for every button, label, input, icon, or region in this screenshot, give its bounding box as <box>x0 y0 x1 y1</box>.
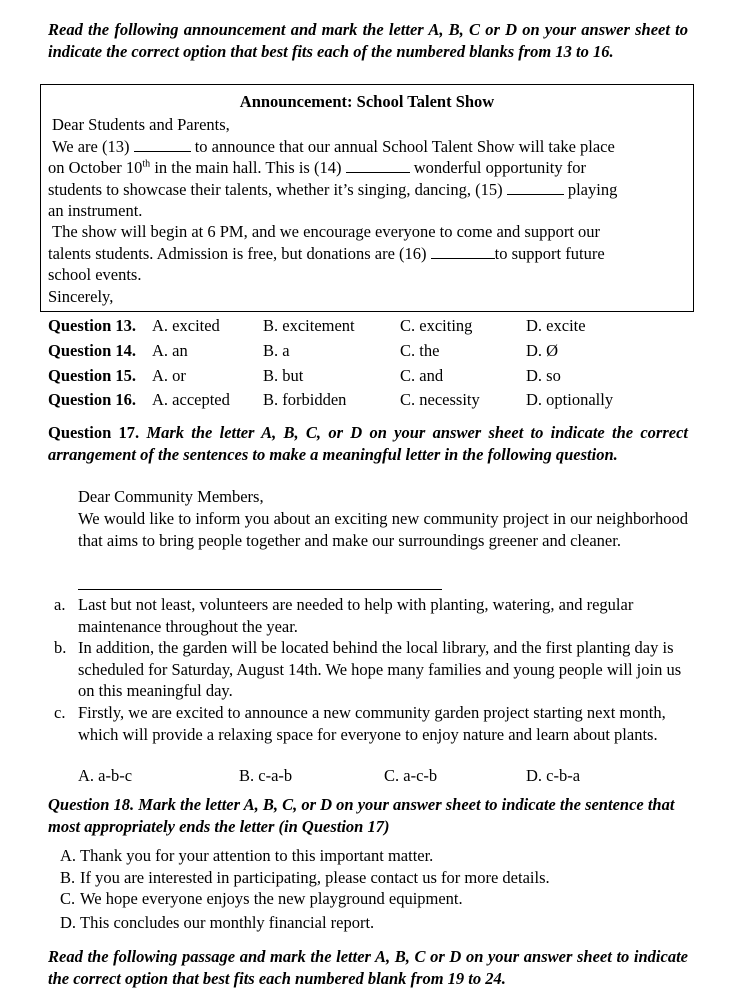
option-d: D. optionally <box>526 390 614 409</box>
question-14 <box>48 340 728 362</box>
blank-16 <box>431 244 495 259</box>
option-a: A. a-b-c <box>78 766 133 785</box>
letter-intro: We would like to inform you about an exciting new community project in our neighborhood that aims to bring people together and make our surroundings greener and cleaner. <box>78 509 688 550</box>
announcement-line-1: We are (13) to announce that our annual School Talent Show will take place <box>52 137 615 156</box>
announcement-closing: Sincerely, <box>48 287 114 306</box>
question-18-option-c: C. We hope everyone enjoys the new playground equipment. <box>60 889 463 908</box>
option-c: C. necessity <box>400 390 480 409</box>
question-17-instruction: Question 17. Mark the letter A, B, C, or D on your answer sheet to indicate the correct arrangement of the sentences to make a meaningful letter in the following question. <box>48 423 689 464</box>
question-label: Question 16. <box>48 390 137 409</box>
announcement-box <box>40 84 694 312</box>
question-label: Question 15. <box>48 366 137 385</box>
question-17-options <box>48 765 728 787</box>
option-a: A. accepted <box>152 390 230 409</box>
announcement-greeting: Dear Students and Parents, <box>52 115 230 134</box>
option-c: C. a-c-b <box>384 766 438 785</box>
option-d: D. so <box>526 366 561 385</box>
option-a: A. or <box>152 366 186 385</box>
announcement-line-3: students to showcase their talents, whether it’s singing, dancing, (15) playing <box>48 180 618 199</box>
option-a: A. excited <box>152 316 220 335</box>
instruction-19-24: Read the following passage and mark the letter A, B, C or D on your answer sheet to indicate the correct option that best fits each numbered blank from 19 to 24. <box>48 947 688 988</box>
announcement-line-4: an instrument. <box>48 201 143 220</box>
announcement-line-5: The show will begin at 6 PM, and we encourage everyone to come and support our <box>52 222 601 241</box>
option-b: B. excitement <box>263 316 355 335</box>
answer-line <box>78 589 442 590</box>
question-label: Question 13. <box>48 316 137 335</box>
question-18-option-d: D. This concludes our monthly financial report. <box>60 913 375 932</box>
option-c: C. the <box>400 341 440 360</box>
option-b: B. forbidden <box>263 390 347 409</box>
letter-greeting: Dear Community Members, <box>78 487 264 506</box>
announcement-line-2: on October 10th in the main hall. This is (14) wonderful opportunity for <box>48 158 587 177</box>
question-18-option-b: B. If you are interested in participating, please contact us for more details. <box>60 868 550 887</box>
option-d: D. Ø <box>526 341 559 360</box>
question-18-option-a: A. Thank you for your attention to this important matter. <box>60 846 434 865</box>
option-b: B. a <box>263 341 290 360</box>
blank-15 <box>507 180 564 195</box>
instruction-13-16: Read the following announcement and mark the letter A, B, C or D on your answer sheet to indicate the correct option that best fits each of the numbered blanks from 13 to 16. <box>48 20 688 61</box>
question-16 <box>48 389 728 411</box>
option-b: B. but <box>263 366 304 385</box>
question-18-instruction: Question 18. Mark the letter A, B, C, or D on your answer sheet to indicate the sentence that most appropriately ends the letter (in Question 17) <box>48 795 675 836</box>
option-d: D. c-b-a <box>526 766 581 785</box>
announcement-line-7: school events. <box>48 265 142 284</box>
blank-13 <box>134 137 191 152</box>
option-d: D. excite <box>526 316 586 335</box>
question-label: Question 14. <box>48 341 137 360</box>
announcement-title: Announcement: School Talent Show <box>239 92 495 111</box>
option-b: B. c-a-b <box>239 766 293 785</box>
question-15 <box>48 365 728 387</box>
option-c: C. and <box>400 366 444 385</box>
option-a: A. an <box>152 341 188 360</box>
blank-14 <box>346 158 410 173</box>
announcement-line-6: talents students. Admission is free, but donations are (16) to support future <box>48 244 605 263</box>
question-13 <box>48 315 728 337</box>
option-c: C. exciting <box>400 316 473 335</box>
